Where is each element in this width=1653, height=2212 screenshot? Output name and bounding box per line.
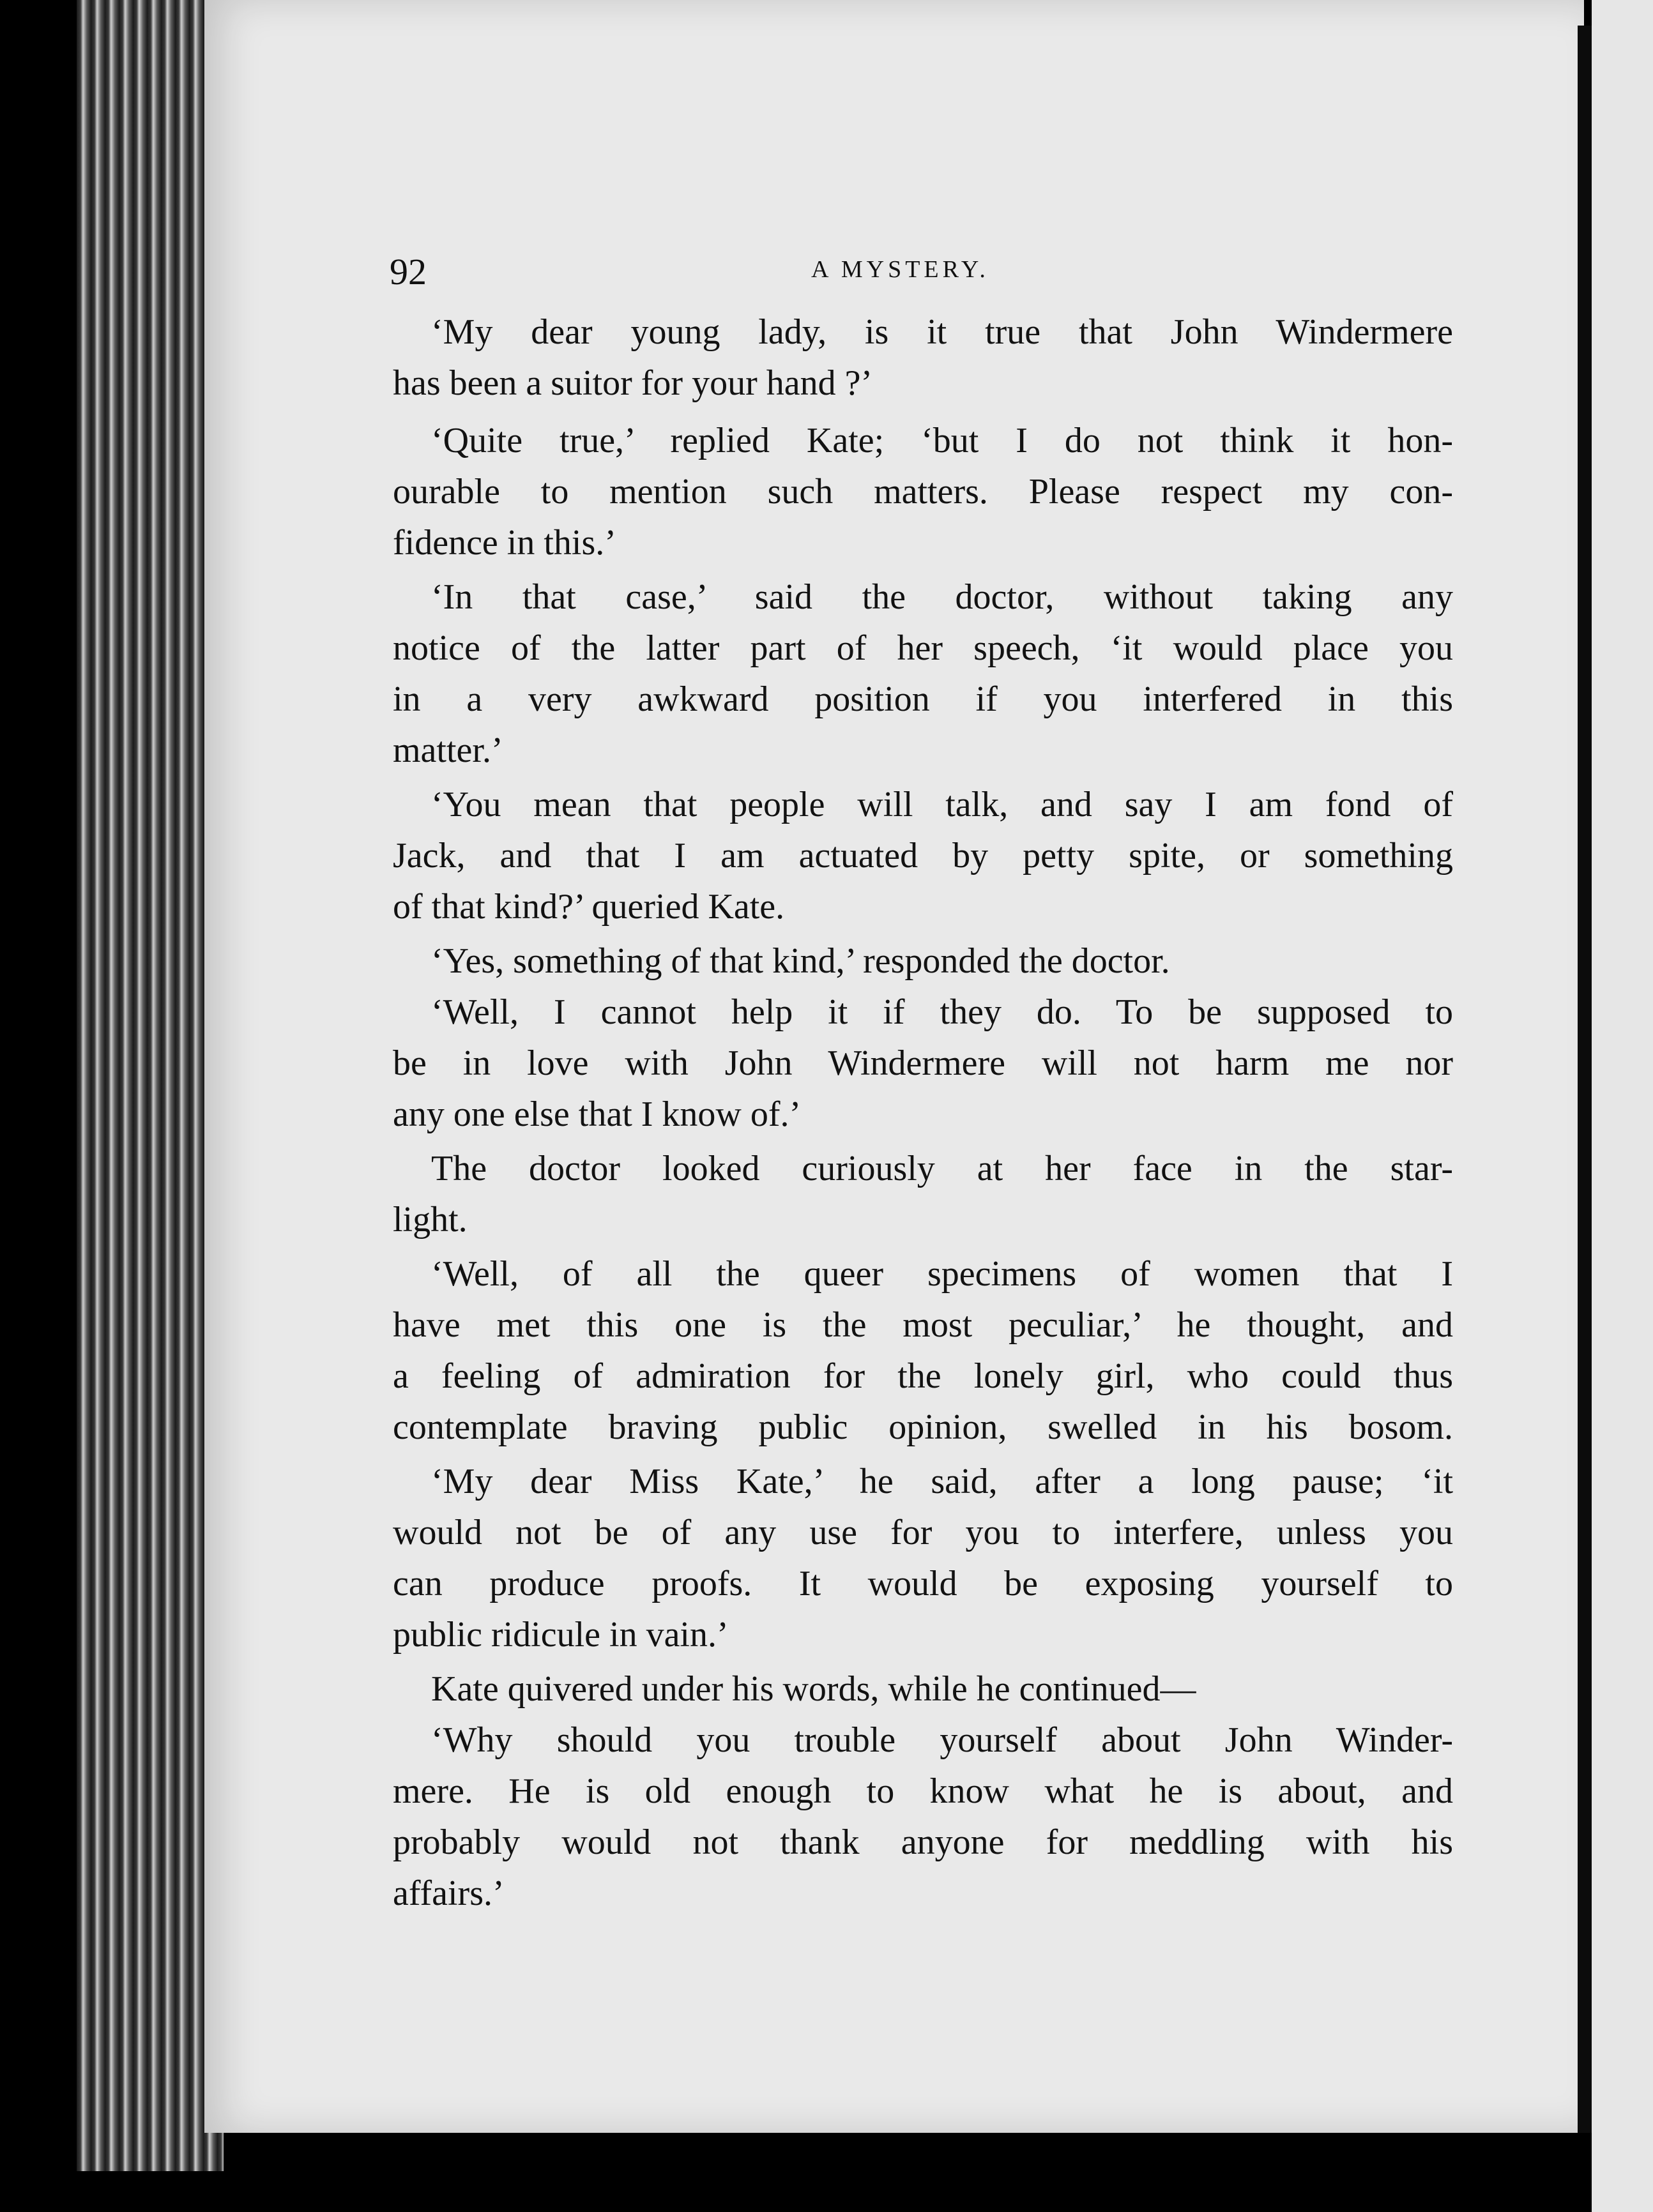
text-line: Kate quivered under his words, while he continued— [431, 1669, 1196, 1709]
page-number: 92 [390, 251, 427, 292]
text-line: have met this one is the most peculiar,’ he thought, and [393, 1305, 1453, 1345]
text-line: ‘Quite true,’ replied Kate; ‘but I do not think it hon- [431, 421, 1453, 460]
gutter-shadow [1578, 26, 1592, 2133]
text-line: has been a suitor for your hand ?’ [393, 363, 873, 403]
text-line: probably would not thank anyone for meddling with his [393, 1822, 1453, 1862]
facing-page-sliver [1592, 0, 1653, 2212]
book-page-edges [77, 0, 224, 2171]
text-line: ‘In that case,’ said the doctor, without taking any [431, 577, 1453, 617]
running-head [390, 250, 1456, 308]
text-line: any one else that I know of.’ [393, 1095, 802, 1134]
text-line: matter.’ [393, 731, 503, 770]
text-line: in a very awkward position if you interfered in this [393, 679, 1453, 719]
text-line: ‘You mean that people will talk, and say I am fond of [431, 785, 1453, 824]
text-line: contemplate braving public opinion, swelled in his bosom. [393, 1407, 1453, 1447]
text-line: of that kind?’ queried Kate. [393, 887, 785, 927]
text-line: ‘Why should you trouble yourself about John Winder- [431, 1720, 1453, 1760]
text-line: would not be of any use for you to interfere, unless you [393, 1513, 1453, 1552]
text-line: ourable to mention such matters. Please respect my con- [393, 472, 1453, 511]
text-line: ‘Yes, something of that kind,’ responded the doctor. [431, 941, 1170, 981]
text-line: light. [393, 1200, 468, 1239]
text-line: notice of the latter part of her speech, ‘it would place you [393, 628, 1453, 668]
text-line: Jack, and that I am actuated by petty spite, or something [393, 836, 1453, 875]
text-line: public ridicule in vain.’ [393, 1615, 729, 1655]
text-line: ‘My dear Miss Kate,’ he said, after a long pause; ‘it [431, 1462, 1453, 1501]
text-line: fidence in this.’ [393, 523, 616, 563]
text-line: ‘My dear young lady, is it true that John Windermere [431, 312, 1453, 352]
running-title: A MYSTERY. [811, 256, 989, 283]
text-line: ‘Well, of all the queer specimens of women that I [431, 1254, 1453, 1294]
text-line: ‘Well, I cannot help it if they do. To be supposed to [431, 992, 1453, 1032]
text-line: affairs.’ [393, 1874, 505, 1913]
text-line: be in love with John Windermere will not harm me nor [393, 1043, 1453, 1083]
text-line: a feeling of admiration for the lonely girl, who could thus [393, 1356, 1453, 1396]
text-line: mere. He is old enough to know what he is about, and [393, 1771, 1453, 1811]
text-line: The doctor looked curiously at her face in the star- [431, 1149, 1453, 1188]
text-line: can produce proofs. It would be exposing yourself to [393, 1564, 1453, 1603]
